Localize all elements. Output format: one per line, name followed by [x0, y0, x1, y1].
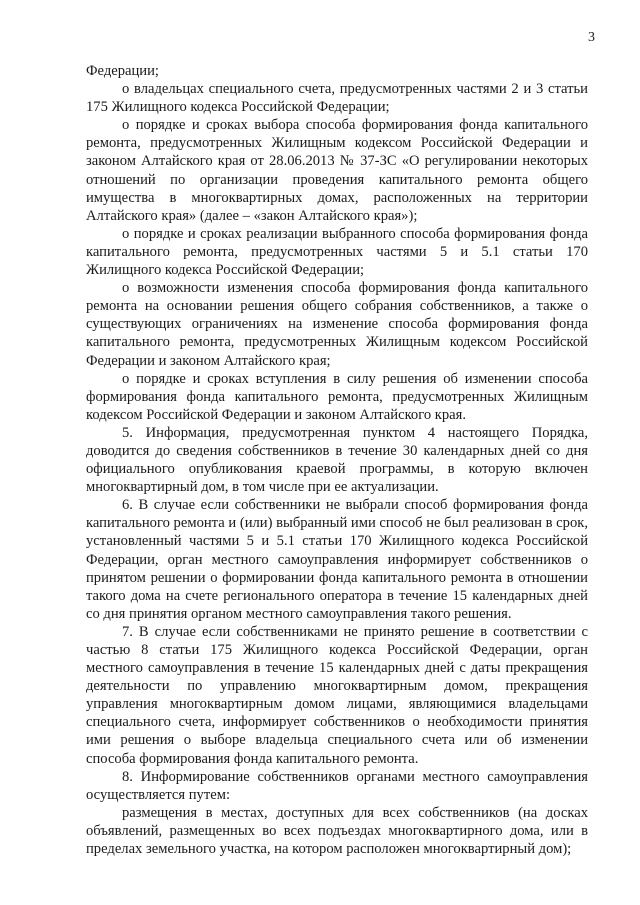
paragraph-implementation-procedure: о порядке и сроках реализации выбранного способа формирования фонда капитального ремонта, предусмотренных частями 5 и 5.1 статьи 170 Жилищного кодекса Российской Федерации; [86, 225, 588, 279]
paragraph-item-8: 8. Информирование собственников органами местного самоуправления осуществляется путем: [86, 768, 588, 803]
paragraph-selection-procedure: о порядке и сроках выбора способа формирования фонда капитального ремонта, предусмотренных Жилищным кодексом Российской Федерации и законом Алтайского края от 28.06.2013 № 37-ЗС «О регулировании некоторых отношений по организации проведения капитального ремонта общего имущества в многоквартирных домах, расположенных на территории Алтайского края» (далее – «закон Алтайского края»); [86, 117, 588, 224]
paragraph-special-account-owners: о владельцах специального счета, предусмотренных частями 2 и 3 статьи 175 Жилищного кодекса Российской Федерации; [86, 81, 588, 116]
paragraph-item-6: 6. В случае если собственники не выбрали способ формирования фонда капитального ремонта и (или) выбранный ими способ не был реализован в срок, установленный частями 5 и 5.1 статьи 170 Жилищного кодекса Российской Федерации, орган местного самоуправления информирует собственников о принятом решении о формировании фонда капитального ремонта в отношении такого дома на счете регионального оператора в течение 15 календарных дней со дня принятия органом местного самоуправления такого решения. [86, 497, 588, 622]
page-number: 3 [588, 30, 595, 45]
document-body [86, 62, 588, 858]
paragraph-entry-into-force: о порядке и сроках вступления в силу решения об изменении способа формирования фонда капитального ремонта, предусмотренных Жилищным кодексом Российской Федерации и законом Алтайского края. [86, 370, 588, 423]
paragraph-placement-method: размещения в местах, доступных для всех собственников (на досках объявлений, размещенных во всех подъездах многоквартирного дома, или в пределах земельного участка, на котором расположен многоквартирный дом); [86, 804, 588, 858]
paragraph-change-possibility: о возможности изменения способа формирования фонда капитального ремонта на основании решения общего собрания собственников, а также о существующих ограничениях на изменение способа формирования фонда капитального ремонта, предусмотренных Жилищным кодексом Российской Федерации и законом Алтайского края; [86, 280, 588, 369]
paragraph-item-5: 5. Информация, предусмотренная пунктом 4 настоящего Порядка, доводится до сведения собственников в течение 30 календарных дней со дня официального опубликования краевой программы, в которую включен многоквартирный дом, в том числе при ее актуализации. [86, 424, 588, 496]
paragraph-continuation: Федерации; [86, 63, 159, 79]
paragraph-item-7: 7. В случае если собственниками не принято решение в соответствии с частью 8 статьи 175 Жилищного кодекса Российской Федерации, орган местного самоуправления в течение 15 календарных дней с даты прекращения деятельности по управлению многоквартирным домом, прекращения управления многоквартирным домом лицами, являющимися владельцами специального счета, информирует собственников о необходимости принятия ими решения о выборе владельца специального счета или об изменении способа формирования фонда капитального ремонта. [86, 623, 588, 767]
